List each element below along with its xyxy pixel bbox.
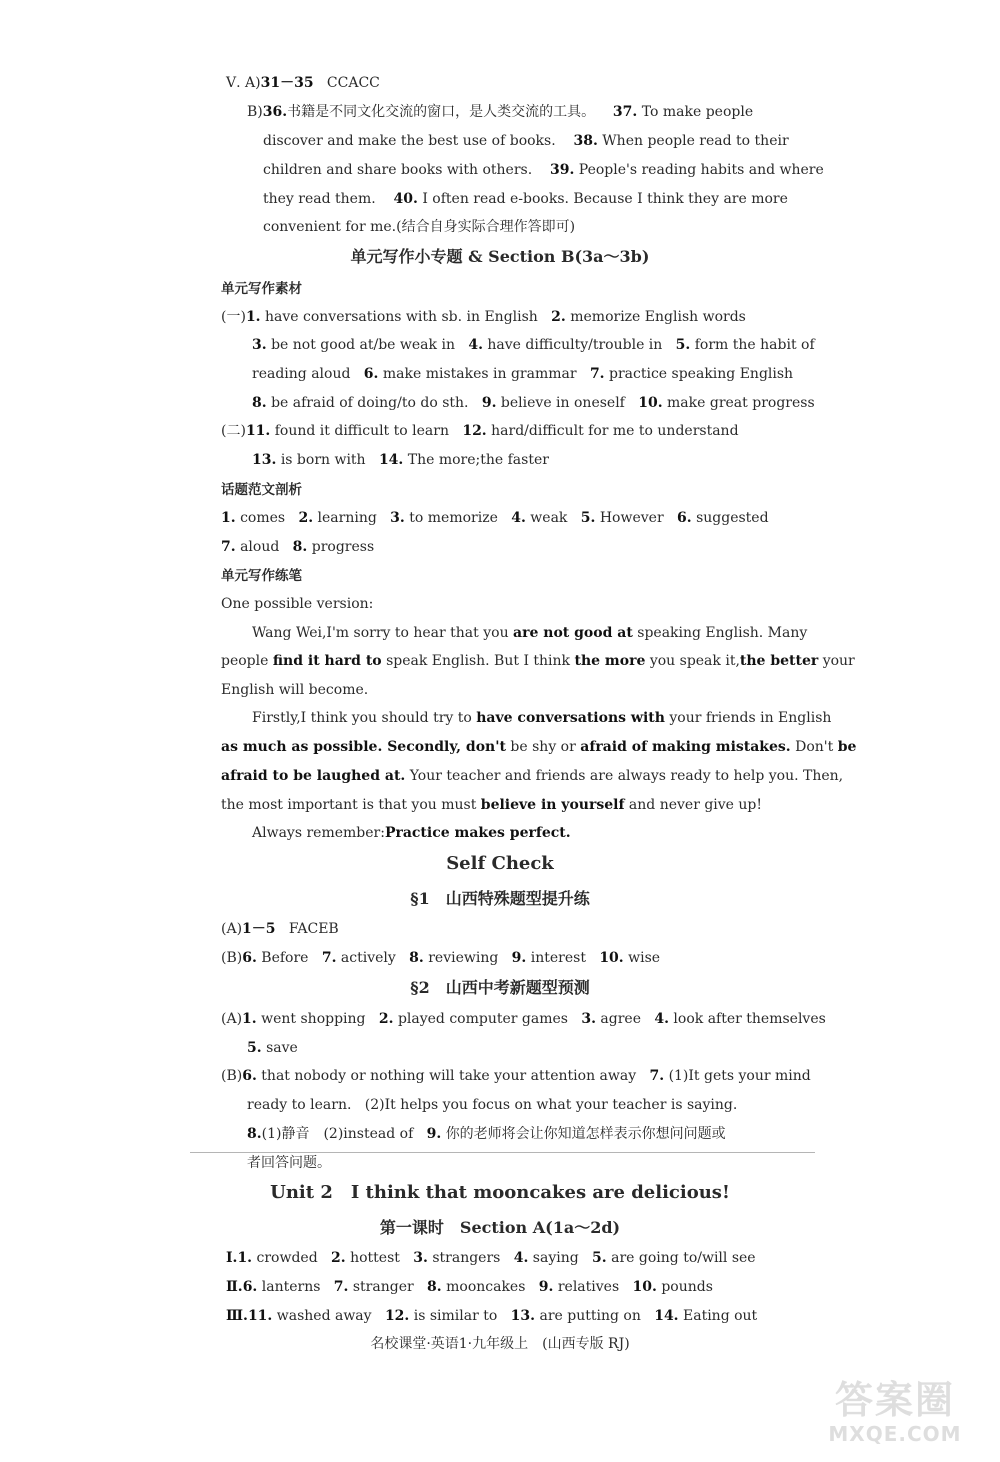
analysis-line-1: 1. comes 2. learning 3. to memorize 4. weak 5. However 6. suggested	[221, 510, 769, 526]
section-title-writing: 单元写作小专题 & Section B(3a～3b)	[350, 247, 650, 266]
essay-line-5: as much as possible. Secondly, don't be shy or afraid of making mistakes. Don't be	[221, 739, 857, 755]
page-footer: 名校课堂·英语1·九年级上 (山西专版 RJ)	[370, 1336, 630, 1352]
subheading-analysis: 话题范文剖析	[221, 482, 302, 498]
s2-line-a1: (A)1. went shopping 2. played computer games 3. agree 4. look after themselves	[221, 1011, 826, 1027]
section-title-selfcheck: Self Check	[446, 853, 554, 874]
s1-line-a: (A)1－5 FACEB	[221, 921, 339, 937]
essay-line-3: English will become.	[221, 682, 369, 698]
essay-line-2: people find it hard to speak English. But I think the more you speak it,the better your	[221, 653, 855, 669]
s1-line-b: (B)6. Before 7. actively 8. reviewing 9. interest 10. wise	[221, 950, 661, 966]
subheading-material: 单元写作素材	[221, 281, 302, 297]
s2-line-b1: (B)6. that nobody or nothing will take your attention away 7. (1)It gets your mind	[221, 1068, 811, 1084]
analysis-line-2: 7. aloud 8. progress	[221, 539, 375, 555]
answer-line-5a: Ⅴ. A)31－35 CCACC	[226, 75, 380, 91]
s2-line-b4: 者回答问题。	[247, 1155, 331, 1171]
essay-version: One possible version:	[221, 596, 374, 612]
essay-line-6: afraid to be laughed at. Your teacher and friends are always ready to help you. Then,	[221, 768, 844, 784]
material-line-2: 3. be not good at/be weak in 4. have difficulty/trouble in 5. form the habit of	[252, 337, 815, 353]
unit2-line-2: Ⅱ.6. lanterns 7. stranger 8. mooncakes 9. relatives 10. pounds	[226, 1279, 713, 1295]
answer-line-5b-1: B)36.书籍是不同文化交流的窗口，是人类交流的工具。 37. To make people	[247, 104, 754, 120]
material-line-1: (一)1. have conversations with sb. in English 2. memorize English words	[221, 309, 746, 325]
essay-line-7: the most important is that you must believe in yourself and never give up!	[221, 797, 763, 813]
essay-line-8: Always remember:Practice makes perfect.	[252, 825, 571, 841]
watermark-domain: MXQE.COM	[828, 1422, 962, 1446]
subsection-title-s2: §2 山西中考新题型预测	[410, 978, 590, 997]
unit2-line-1: Ⅰ.1. crowded 2. hottest 3. strangers 4. saying 5. are going to/will see	[226, 1250, 756, 1266]
s2-line-b3: 8.(1)静音 (2)instead of 9. 你的老师将会让你知道怎样表示你想问问题或	[247, 1126, 726, 1142]
subheading-practice: 单元写作练笔	[221, 568, 302, 584]
material-line-5: (二)11. found it difficult to learn 12. hard/difficult for me to understand	[221, 423, 739, 439]
material-line-6: 13. is born with 14. The more;the faster	[252, 452, 549, 468]
material-line-4: 8. be afraid of doing/to do sth. 9. believe in oneself 10. make great progress	[252, 395, 815, 411]
s2-line-a2: 5. save	[247, 1040, 298, 1056]
essay-line-4: Firstly,I think you should try to have conversations with your friends in English	[252, 710, 832, 726]
material-line-3: reading aloud 6. make mistakes in grammar 7. practice speaking English	[252, 366, 794, 382]
watermark-text: 答案圈	[834, 1378, 955, 1422]
unit2-line-3: Ⅲ.11. washed away 12. is similar to 13. are putting on 14. Eating out	[226, 1308, 758, 1324]
s2-line-b2: ready to learn. (2)It helps you focus on what your teacher is saying.	[247, 1097, 738, 1113]
answer-line-5b-5: convenient for me.(结合自身实际合理作答即可)	[263, 219, 576, 235]
lesson-title: 第一课时 Section A(1a～2d)	[379, 1218, 621, 1237]
essay-line-1: Wang Wei,I'm sorry to hear that you are not good at speaking English. Many	[252, 625, 808, 641]
subsection-title-s1: §1 山西特殊题型提升练	[410, 889, 590, 908]
watermark-logo	[800, 1380, 990, 1455]
answer-line-5b-4: they read them. 40. I often read e-books. Because I think they are more	[263, 191, 788, 207]
answer-line-5b-3: children and share books with others. 39. People's reading habits and where	[263, 162, 824, 178]
unit-title: Unit 2 I think that mooncakes are delicious!	[270, 1182, 730, 1203]
answer-line-5b-2: discover and make the best use of books. 38. When people read to their	[263, 133, 789, 149]
